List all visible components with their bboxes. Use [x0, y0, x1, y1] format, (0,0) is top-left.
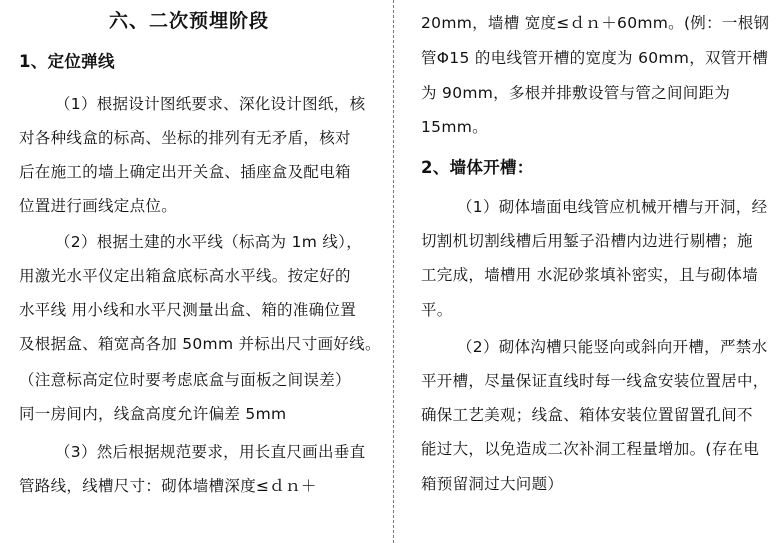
paragraph-line: 为 90mm，多根并排敷设管与管之间间距为: [421, 84, 731, 102]
paragraph-line: （2）砌体沟槽只能竖向或斜向开槽，严禁水: [457, 338, 768, 356]
paragraph-line: 同一房间内，线盒高度允许偏差 5mm: [19, 405, 287, 423]
paragraph-line: 箱预留洞过大问题）: [421, 475, 564, 493]
paragraph-line: 平。: [421, 301, 453, 319]
paragraph-line: （3）然后根据规范要求，用长直尺画出垂直: [55, 443, 366, 461]
paragraph-line: 确保工艺美观；线盒、箱体安装位置留置孔间不: [421, 406, 753, 424]
paragraph-line: 位置进行画线定点位。: [19, 197, 178, 215]
paragraph-line: 管Φ15 的电线管开槽的宽度为 60mm，双管开槽: [421, 49, 769, 67]
paragraph-line: （注意标高定位时要考虑底盒与面板之间误差）: [19, 371, 351, 389]
section-title: 六、二次预埋阶段: [109, 10, 270, 32]
paragraph-line: 工完成，墙槽用 水泥砂浆填补密实，且与砌体墙: [421, 266, 759, 284]
heading-wall-grooving: 2、墙体开槽：: [421, 158, 534, 177]
paragraph-line: 对各种线盒的标高、坐标的排列有无矛盾，核对: [19, 129, 351, 147]
paragraph-line: 水平线 用小线和水平尺测量出盒、箱的准确位置: [19, 301, 357, 319]
heading-positioning: 1、定位弹线: [19, 52, 115, 71]
paragraph-line: 15mm。: [421, 118, 488, 136]
paragraph-line: 切割机切割线槽后用錾子沿槽内边进行剔槽；施: [421, 232, 753, 250]
paragraph-line: 管路线，线槽尺寸：砌体墙槽深度≤ｄｎ＋: [19, 477, 317, 495]
paragraph-line: （2）根据土建的水平线（标高为 1m 线），: [55, 233, 363, 251]
paragraph-line: 用激光水平仪定出箱盒底标高水平线。按定好的: [19, 267, 351, 285]
paragraph-line: （1）砌体墙面电线管应机械开槽与开洞，经: [457, 198, 768, 216]
column-divider: [393, 0, 395, 543]
paragraph-line: 后在施工的墙上确定出开关盒、插座盒及配电箱: [19, 163, 351, 181]
paragraph-line: 及根据盒、箱宽高各加 50mm 并标出尺寸画好线。: [19, 335, 381, 353]
paragraph-line: 能过大，以免造成二次补洞工程量增加。(存在电: [421, 440, 760, 458]
paragraph-line: 20mm，墙槽 宽度≤ｄｎ＋60mm。(例：一根钢: [421, 14, 770, 32]
paragraph-line: 平开槽，尽量保证直线时每一线盒安装位置居中，: [421, 372, 769, 390]
paragraph-line: （1）根据设计图纸要求、深化设计图纸，核: [55, 95, 366, 113]
